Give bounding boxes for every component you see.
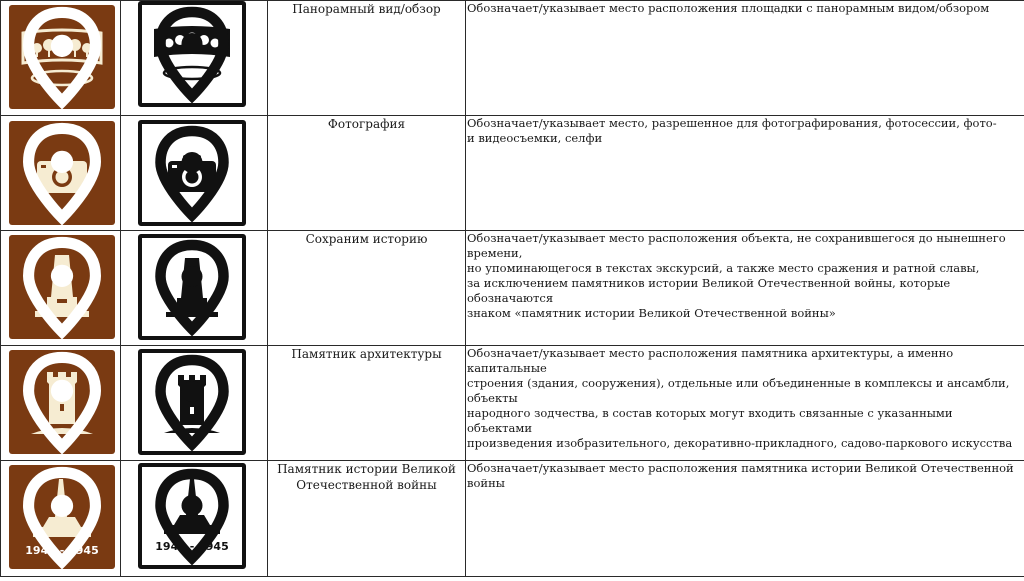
tower-sign-mono bbox=[138, 349, 246, 455]
table-row bbox=[1, 1, 1024, 116]
sign-description: Обозначает/указывает место, разрешенное для фотографирования, фотосессии, фото- и видеосъемки, селфи bbox=[467, 116, 997, 145]
year-label: 1941 - 1945 bbox=[25, 544, 99, 557]
sign-name: Памятник истории Великой Отечественной войны bbox=[277, 462, 456, 492]
location-pin-icon bbox=[142, 467, 242, 565]
war-memorial-sign-brown bbox=[9, 465, 115, 569]
sign-name: Панорамный вид/обзор bbox=[292, 2, 441, 16]
sign-name: Памятник архитектуры bbox=[291, 347, 442, 361]
location-pin-icon bbox=[9, 350, 115, 454]
obelisk-sign-mono bbox=[138, 234, 246, 340]
location-pin-icon bbox=[142, 5, 242, 103]
sign-name: Сохраним историю bbox=[305, 232, 428, 246]
panorama-sign-brown bbox=[9, 5, 115, 109]
panorama-sign-mono bbox=[138, 1, 246, 107]
location-pin-icon bbox=[9, 121, 115, 225]
sign-name: Фотография bbox=[327, 117, 406, 131]
table-row bbox=[1, 346, 1024, 461]
sign-description: Обозначает/указывает место расположения объекта, не сохранившегося до нынешнего времени, но упоминающегося в текстах экскурсий, а также место сражения и ратной славы, за исключением памятников истории Великой Отечественной войны, которые обозначаются знаком «памятник истории Великой Отечественной войны» bbox=[467, 231, 1006, 320]
location-pin-icon bbox=[9, 465, 115, 569]
table-row bbox=[1, 116, 1024, 231]
sign-description: Обозначает/указывает место расположения памятника архитектуры, а именно капитальные строения (здания, сооружения), отдельные или объединенные в комплексы и ансамбли, объекты народного зодчества, в состав которых могут входить связанные с указанными объектами произведения изобразительного, декоративно-прикладного, садово-паркового искусства bbox=[467, 346, 1013, 450]
camera-sign-brown bbox=[9, 121, 115, 225]
sign-description: Обозначает/указывает место расположения памятника истории Великой Отечественной войны bbox=[467, 461, 1014, 490]
camera-sign-mono bbox=[138, 120, 246, 226]
location-pin-icon bbox=[142, 238, 242, 336]
table-row bbox=[1, 231, 1024, 346]
location-pin-icon bbox=[9, 235, 115, 339]
location-pin-icon bbox=[142, 353, 242, 451]
obelisk-sign-brown bbox=[9, 235, 115, 339]
location-pin-icon bbox=[142, 124, 242, 222]
table-row bbox=[1, 461, 1024, 577]
location-pin-icon bbox=[9, 5, 115, 109]
tower-sign-brown bbox=[9, 350, 115, 454]
year-label: 1941 - 1945 bbox=[155, 540, 229, 553]
war-memorial-sign-mono bbox=[138, 463, 246, 569]
sign-description: Обозначает/указывает место расположения площадки с панорамным видом/обзором bbox=[467, 1, 990, 15]
